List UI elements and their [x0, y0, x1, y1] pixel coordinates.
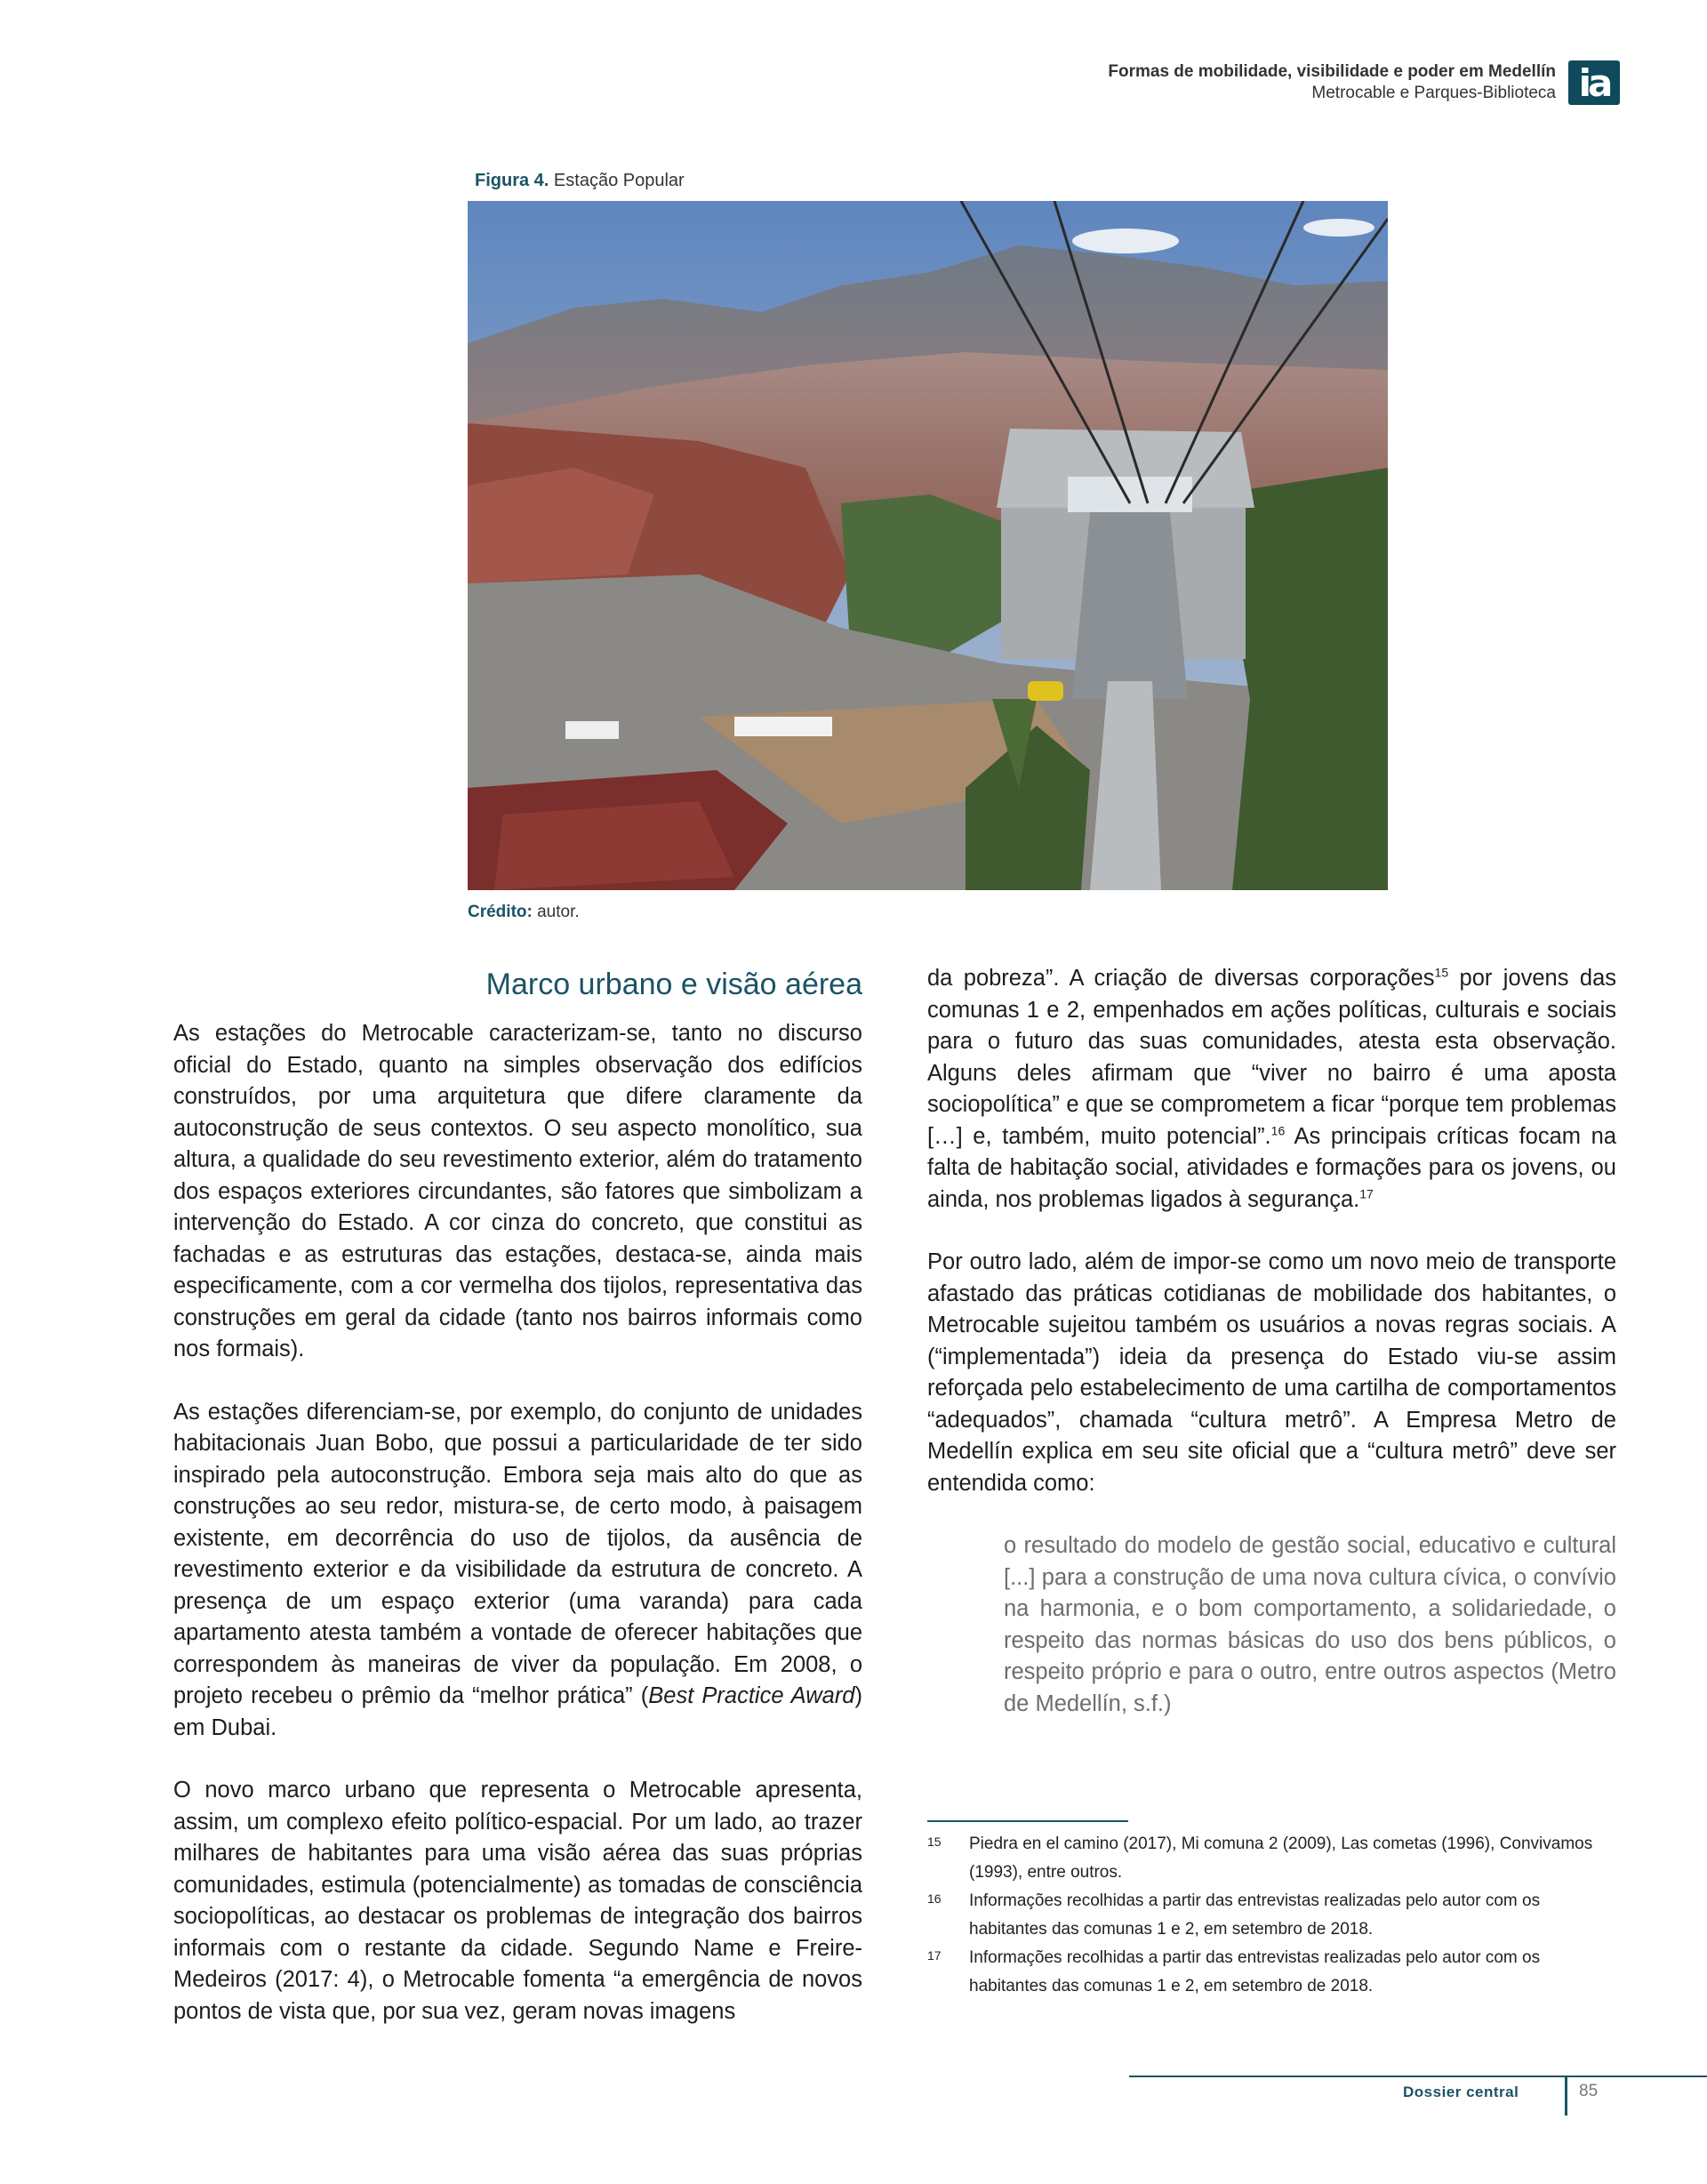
header-text	[1108, 61, 1556, 104]
footer-vertical-divider	[1565, 2076, 1567, 2116]
footer-section-name: Dossier central	[1403, 2084, 1519, 2100]
footnote-text: Piedra en el camino (2017), Mi comuna 2 (2009), Las cometas (1996), Convivamos (1993), entre outros.	[969, 1835, 1593, 1882]
paragraph: As estações do Metrocable caracterizam-se, tanto no discurso oficial do Estado, quanto na simples observação dos edifícios construídos, por uma arquitetura que difere claramente da autoconstrução de seus contextos. O seu aspecto monolítico, sua altura, a qualidade do seu revestimento exterior, além do tratamento dos espaços exteriores circundantes, são fatores que simbolizam a intervenção do Estado. A cor cinza do concreto, que constitui as fachadas e as estruturas das estações, destaca-se, ainda mais especificamente, com a cor vermelha dos tijolos, representativa das construções em geral da cidade (tanto nos bairros informais como nos formais).	[173, 1021, 862, 1361]
award-name: Best Practice Award	[648, 1683, 855, 1708]
footnote	[927, 1830, 1616, 1887]
paragraph	[927, 963, 1616, 1216]
running-header	[1108, 60, 1620, 105]
paragraph: O novo marco urbano que representa o Metrocable apresenta, assim, um complexo efeito político-espacial. Por um lado, ao trazer milhares de habitantes para uma visão aérea das suas próprias comunidades, estimula (potencialmente) as tomadas de consciência sociopolíticas, ao destacar os problemas de integração dos bairros informais com o restante da cidade. Segundo Name e Freire-Medeiros (2017: 4), o Metrocable fomenta “a emergência de novos pontos de vista que, por sua vez, geram novas imagens	[173, 1778, 862, 2024]
paragraph	[173, 1397, 862, 1745]
header-subtitle: Metrocable e Parques-Biblioteca	[1311, 84, 1556, 102]
page-number: 85	[1579, 2082, 1599, 2100]
footer-divider	[1129, 2076, 1707, 2077]
right-column	[927, 963, 1616, 1720]
footnote-ref[interactable]: 16	[1270, 1123, 1286, 1137]
figure-credit	[468, 903, 580, 922]
footnote	[927, 1944, 1616, 2001]
paragraph-text: por jovens das comunas 1 e 2, empenhados em ações políticas, culturais e sociais para o futuro das suas comunidades, atesta esta observação. Alguns deles afirmam que “viver no bairro é uma aposta sociopolítica” e que se comprometem a ficar “porque tem problemas […] e, também, muito potencial”.	[927, 966, 1617, 1149]
footnote	[927, 1887, 1616, 1944]
footnote-number: 17	[927, 1948, 942, 1963]
footnote-ref[interactable]: 17	[1359, 1186, 1374, 1200]
footnotes	[927, 1830, 1616, 2001]
cable-car-station-photo	[468, 201, 1388, 890]
paragraph-tail: ) em Dubai.	[173, 1683, 862, 1740]
paragraph: Por outro lado, além de impor-se como um novo meio de transporte afastado das práticas cotidianas de mobilidade dos habitantes, o Metrocable sujeitou também os usuários a novas regras sociais. A (“implementada”) ideia da presença do Estado viu-se assim reforçada pelo estabelecimento de uma cartilha de comportamentos “adequados”, chamada “cultura metrô”. A Empresa Metro de Medellín explica em seu site oficial que a “cultura metrô” deve ser entendida como:	[927, 1249, 1616, 1496]
figure-photo	[468, 201, 1388, 890]
footnote-ref[interactable]: 15	[1434, 965, 1449, 980]
figure-caption	[475, 171, 685, 191]
footnote-text: Informações recolhidas a partir das entrevistas realizadas pelo autor com os habitantes das comunas 1 e 2, em setembro de 2018.	[969, 1891, 1541, 1939]
header-title: Formas de mobilidade, visibilidade e poder em Medellín	[1108, 62, 1556, 82]
paragraph-text: As principais críticas focam na falta de habitação social, atividades e formações para os jovens, ou ainda, nos problemas ligados à segurança.	[927, 1123, 1616, 1212]
credit-text: autor.	[537, 903, 580, 921]
credit-label: Crédito:	[468, 903, 533, 921]
section-title: Marco urbano e visão aérea	[485, 968, 862, 1001]
footnote-number: 16	[927, 1891, 942, 1906]
footnote-text: Informações recolhidas a partir das entrevistas realizadas pelo autor com os habitantes das comunas 1 e 2, em setembro de 2018.	[969, 1948, 1541, 1995]
block-quote: o resultado do modelo de gestão social, educativo e cultural [...] para a construção de uma nova cultura cívica, o convívio na harmonia, e o bom comportamento, a solidariedade, o respeito das normas básicas do uso dos bens públicos, o respeito próprio e para o outro, entre outros aspectos (Metro de Medellín, s.f.)	[1004, 1533, 1616, 1716]
footnote-divider	[927, 1820, 1128, 1822]
paragraph-text: As estações diferenciam-se, por exemplo, do conjunto de unidades habitacionais Juan Bobo, que possui a particularidade de ter sido inspirado pela autoconstrução. Embora seja mais alto do que as construções ao seu redor, mistura-se, de certo modo, à paisagem existente, em decorrência do uso de tijolos, da ausência de revestimento exterior e da visibilidade da estrutura de concreto. A presença de um espaço exterior (uma varanda) para cada apartamento atesta também a vontade de oferecer habitações que correspondem às maneiras de viver da população. Em 2008, o projeto recebeu o prêmio da “melhor prática” (	[173, 1399, 862, 1708]
footnote-number: 15	[927, 1835, 942, 1849]
paragraph-text: da pobreza”. A criação de diversas corporações	[927, 966, 1435, 991]
journal-logo: ia	[1568, 60, 1620, 105]
left-column	[173, 965, 862, 2027]
figure-label: Figura 4.	[475, 171, 549, 190]
figure-caption-text: Estação Popular	[553, 171, 685, 190]
